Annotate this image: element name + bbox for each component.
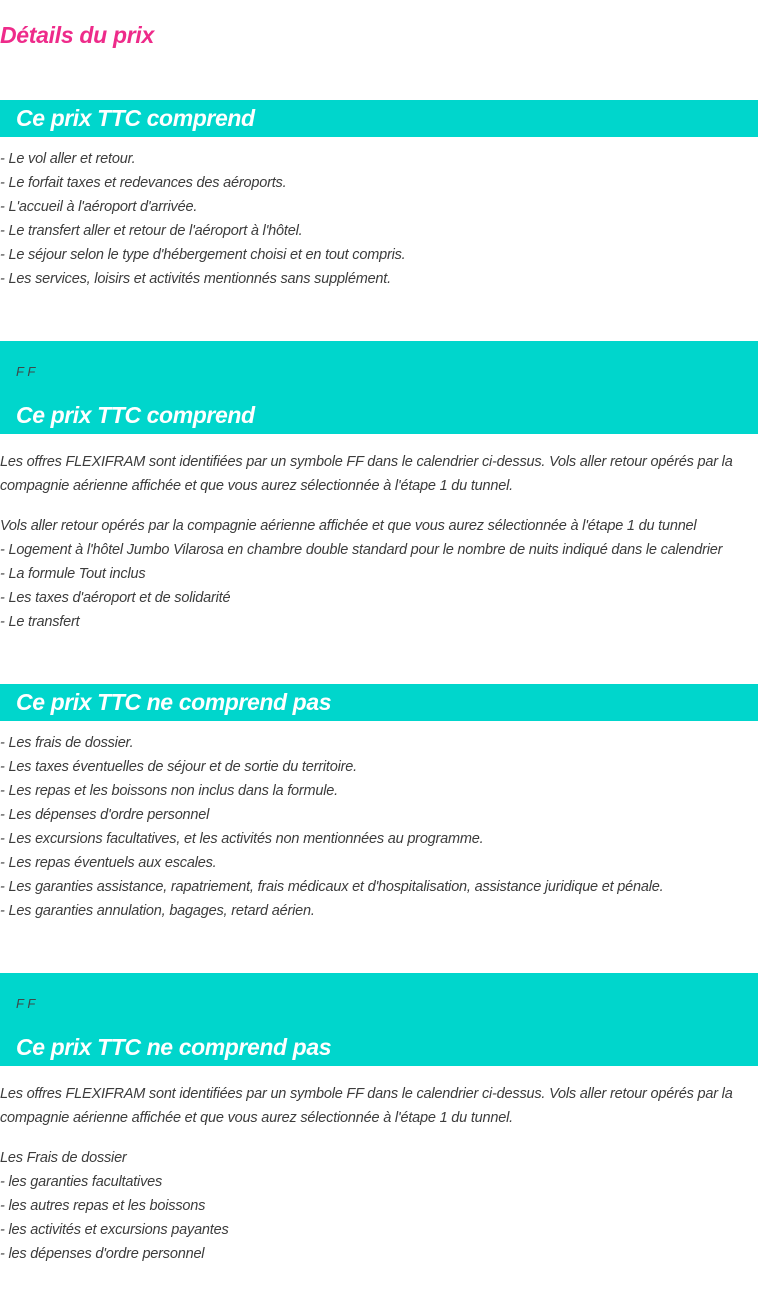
- list-item: Les Frais de dossier: [0, 1150, 127, 1166]
- section-not-included: [0, 684, 758, 919]
- section-title: Ce prix TTC comprend: [16, 105, 255, 131]
- flexifram-intro: [0, 1082, 758, 1130]
- list-item: - Les excursions facultatives, et les activités non mentionnées au programme.: [0, 831, 484, 847]
- list-item: - les dépenses d'ordre personnel: [0, 1246, 205, 1262]
- flexifram-badge: F F: [16, 364, 36, 379]
- list-item: - Les frais de dossier.: [0, 735, 134, 751]
- section-not-included-flexifram: [0, 973, 758, 1262]
- section-included-flexifram: [0, 341, 758, 630]
- list-item: - Les taxes d'aéroport et de solidarité: [0, 590, 231, 606]
- list-item: - Le forfait taxes et redevances des aéroports.: [0, 175, 287, 191]
- flexifram-included-list: [0, 514, 758, 634]
- list-item: - Les dépenses d'ordre personnel: [0, 807, 210, 823]
- section-title: Ce prix TTC comprend: [16, 402, 255, 428]
- section-header-included: [0, 100, 758, 137]
- intro-paragraph: Les offres FLEXIFRAM sont identifiées par un symbole FF dans le calendrier ci-dessus. Vols aller retour opérés par la compagnie aérienne affichée et que vous aurez sélectionnée à l'étape 1 du tunnel.: [0, 454, 733, 494]
- list-item: - Le séjour selon le type d'hébergement choisi et en tout compris.: [0, 247, 406, 263]
- intro-paragraph: Les offres FLEXIFRAM sont identifiées par un symbole FF dans le calendrier ci-dessus. Vols aller retour opérés par la compagnie aérienne affichée et que vous aurez sélectionnée à l'étape 1 du tunnel.: [0, 1086, 733, 1126]
- list-item: - les garanties facultatives: [0, 1174, 163, 1190]
- page-title: Détails du prix: [0, 22, 154, 48]
- not-included-list: [0, 731, 758, 923]
- section-title: Ce prix TTC ne comprend pas: [16, 689, 332, 715]
- list-item: - Le vol aller et retour.: [0, 151, 136, 167]
- list-item: - Le transfert: [0, 614, 80, 630]
- list-item: - L'accueil à l'aéroport d'arrivée.: [0, 199, 198, 215]
- section-title: Ce prix TTC ne comprend pas: [16, 1034, 332, 1060]
- list-item: - Le transfert aller et retour de l'aéroport à l'hôtel.: [0, 223, 303, 239]
- list-item: - Les garanties annulation, bagages, retard aérien.: [0, 903, 315, 919]
- flexifram-intro: [0, 450, 758, 498]
- flexifram-not-included-list: [0, 1146, 758, 1266]
- included-list: [0, 147, 758, 291]
- section-header-not-included: [0, 684, 758, 721]
- list-item: - Les services, loisirs et activités mentionnés sans supplément.: [0, 271, 391, 287]
- section-included: [0, 100, 758, 287]
- section-header-included-flexifram: [0, 341, 758, 434]
- list-item: - Les taxes éventuelles de séjour et de sortie du territoire.: [0, 759, 357, 775]
- list-item: - les autres repas et les boissons: [0, 1198, 206, 1214]
- list-item: - Les repas éventuels aux escales.: [0, 855, 217, 871]
- list-item: - Les garanties assistance, rapatriement, frais médicaux et d'hospitalisation, assistance juridique et pénale.: [0, 879, 664, 895]
- list-item: - les activités et excursions payantes: [0, 1222, 229, 1238]
- list-item: Vols aller retour opérés par la compagnie aérienne affichée et que vous aurez sélectionnée à l'étape 1 du tunnel: [0, 518, 697, 534]
- list-item: - La formule Tout inclus: [0, 566, 146, 582]
- list-item: - Les repas et les boissons non inclus dans la formule.: [0, 783, 338, 799]
- list-item: - Logement à l'hôtel Jumbo Vilarosa en chambre double standard pour le nombre de nuits indiqué dans le calendrier: [0, 542, 723, 558]
- flexifram-badge: F F: [16, 996, 36, 1011]
- section-header-not-included-flexifram: [0, 973, 758, 1066]
